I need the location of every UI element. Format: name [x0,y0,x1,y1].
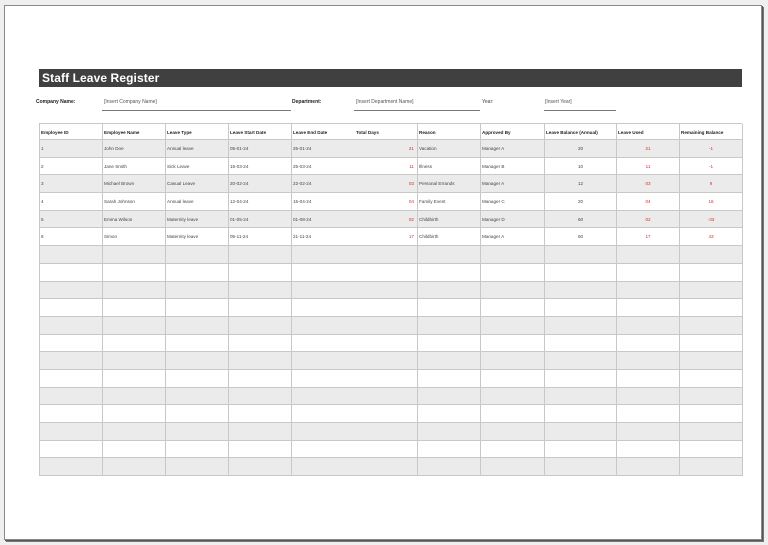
year-label: Year: [482,99,494,105]
cell-leave-used[interactable] [617,458,679,475]
cell-approved-by[interactable] [481,264,544,281]
cell-total-days[interactable] [355,299,417,316]
cell-total-days[interactable]: 04 [408,199,414,205]
cell-employee-name[interactable] [103,246,165,263]
header-employee-name: Employee Name [104,130,140,135]
cell-leave-used[interactable]: 03 [645,181,651,187]
table-row-empty [39,282,742,300]
cell-employee-id[interactable] [40,441,102,458]
cell-remaining-balance[interactable] [680,246,742,263]
cell-start-date[interactable]: 15-03-24 [230,163,249,169]
cell-approved-by[interactable] [481,317,544,334]
department-underline [354,110,480,111]
cell-start-date[interactable]: 05-11-24 [230,234,249,240]
cell-total-days[interactable] [355,423,417,440]
cell-leave-balance[interactable] [545,335,616,352]
cell-leave-used[interactable] [617,264,679,281]
cell-leave-type[interactable]: Casual Leave [167,181,196,187]
cell-remaining-balance[interactable] [680,441,742,458]
cell-start-date[interactable] [229,405,291,422]
cell-reason[interactable]: Family Event [419,199,446,205]
cell-approved-by[interactable] [481,299,544,316]
cell-leave-balance[interactable] [545,405,616,422]
company-name-field[interactable]: [Insert Company Name] [104,99,157,105]
cell-leave-balance[interactable]: 60 [577,216,584,222]
cell-approved-by[interactable] [481,405,544,422]
cell-start-date[interactable] [229,352,291,369]
cell-total-days[interactable]: 03 [408,181,414,187]
cell-employee-id[interactable]: 2 [41,163,44,169]
cell-start-date[interactable] [229,299,291,316]
cell-approved-by[interactable]: Manager C [482,199,505,205]
cell-approved-by[interactable]: Manager A [482,234,505,240]
cell-leave-used[interactable]: 21 [645,146,651,151]
table-row-empty [39,388,742,406]
cell-leave-type[interactable] [166,458,228,475]
year-field[interactable]: [Insert Year] [545,99,572,105]
cell-remaining-balance[interactable]: 9 [709,181,713,187]
cell-end-date[interactable] [292,317,354,334]
cell-leave-type[interactable] [166,423,228,440]
cell-employee-name[interactable]: Simon [104,234,118,240]
cell-leave-balance[interactable] [545,317,616,334]
cell-leave-type[interactable] [166,352,228,369]
page-title: Staff Leave Register [39,69,742,87]
cell-leave-balance[interactable]: 20 [577,146,584,151]
cell-leave-type[interactable] [166,282,228,299]
cell-approved-by[interactable] [481,388,544,405]
cell-leave-type[interactable] [166,335,228,352]
cell-approved-by[interactable]: Manager A [482,146,505,151]
cell-reason[interactable]: Vacation [419,146,437,151]
cell-employee-name[interactable] [103,264,165,281]
cell-start-date[interactable]: 01-05-24 [230,216,249,222]
table-row-empty [39,458,742,476]
cell-employee-name[interactable] [103,370,165,387]
cell-remaining-balance[interactable] [680,317,742,334]
cell-total-days[interactable]: 21 [408,146,414,151]
cell-end-date[interactable]: 01-08-24 [293,216,312,222]
cell-leave-balance[interactable] [545,423,616,440]
cell-start-date[interactable] [229,388,291,405]
table-row-empty [39,370,742,388]
cell-remaining-balance[interactable]: 16 [708,199,714,205]
cell-end-date[interactable] [292,405,354,422]
cell-reason[interactable] [418,317,480,334]
cell-leave-type[interactable] [166,441,228,458]
cell-approved-by[interactable]: Manager B [482,163,505,169]
cell-approved-by[interactable] [481,370,544,387]
cell-reason[interactable] [418,299,480,316]
cell-employee-id[interactable] [40,246,102,263]
cell-end-date[interactable] [292,458,354,475]
cell-employee-id[interactable] [40,370,102,387]
cell-leave-used[interactable] [617,335,679,352]
cell-approved-by[interactable] [481,423,544,440]
header-leave-used: Leave Used [618,130,644,135]
cell-employee-id[interactable] [40,423,102,440]
cell-leave-used[interactable] [617,388,679,405]
header-leave-type: Leave Type [167,130,192,135]
cell-employee-name[interactable] [103,335,165,352]
cell-remaining-balance[interactable] [680,264,742,281]
cell-leave-type[interactable] [166,370,228,387]
cell-start-date[interactable] [229,370,291,387]
cell-start-date[interactable]: 12-04-24 [230,199,249,205]
leave-register-table [39,123,742,476]
cell-end-date[interactable] [292,282,354,299]
cell-leave-type[interactable] [166,317,228,334]
cell-start-date[interactable] [229,317,291,334]
header-start-date: Leave Start Date [230,130,267,135]
table-row [39,175,742,193]
cell-reason[interactable] [418,388,480,405]
cell-employee-name[interactable] [103,299,165,316]
cell-total-days[interactable] [355,317,417,334]
cell-total-days[interactable] [355,335,417,352]
cell-leave-used[interactable] [617,370,679,387]
cell-end-date[interactable]: 25-01-24 [293,146,312,151]
cell-employee-name[interactable] [103,282,165,299]
cell-approved-by[interactable]: Manager D [482,216,505,222]
cell-end-date[interactable] [292,246,354,263]
cell-approved-by[interactable] [481,441,544,458]
cell-start-date[interactable] [229,458,291,475]
table-row-empty [39,423,742,441]
cell-remaining-balance[interactable] [680,423,742,440]
cell-reason[interactable] [418,352,480,369]
cell-remaining-balance[interactable] [680,370,742,387]
table-row-empty [39,264,742,282]
cell-employee-name[interactable]: John Doe [104,146,124,151]
cell-leave-type[interactable]: Annual leave [167,146,194,151]
table-row [39,140,742,158]
cell-end-date[interactable]: 15-04-24 [293,199,312,205]
cell-remaining-balance[interactable]: -1 [708,163,714,169]
cell-leave-balance[interactable] [545,388,616,405]
table-row-empty [39,335,742,353]
spreadsheet-page [4,5,762,540]
year-underline [544,110,616,111]
cell-leave-type[interactable] [166,246,228,263]
cell-remaining-balance[interactable] [680,335,742,352]
cell-remaining-balance[interactable]: -1 [708,146,714,151]
cell-leave-type[interactable]: Sick Leave [167,163,190,169]
cell-leave-used[interactable]: 02 [645,216,651,222]
cell-employee-name[interactable]: Michael Brown [104,181,135,187]
cell-leave-used[interactable] [617,246,679,263]
cell-leave-balance[interactable] [545,441,616,458]
cell-leave-used[interactable] [617,352,679,369]
table-header-row [39,123,742,140]
cell-reason[interactable] [418,282,480,299]
cell-leave-balance[interactable] [545,299,616,316]
table-row-empty [39,246,742,264]
cell-employee-name[interactable] [103,423,165,440]
cell-employee-id[interactable]: 1 [41,146,44,151]
cell-employee-name[interactable] [103,388,165,405]
cell-end-date[interactable]: 21-11-24 [293,234,312,240]
cell-approved-by[interactable] [481,352,544,369]
cell-leave-balance[interactable] [545,264,616,281]
cell-total-days[interactable] [355,264,417,281]
cell-reason[interactable] [418,370,480,387]
cell-employee-id[interactable]: 4 [41,199,44,205]
cell-leave-type[interactable] [166,388,228,405]
cell-total-days[interactable] [355,458,417,475]
cell-employee-id[interactable] [40,264,102,281]
cell-leave-balance[interactable]: 20 [577,199,584,205]
cell-leave-used[interactable]: 11 [645,163,651,169]
cell-leave-type[interactable] [166,299,228,316]
cell-total-days[interactable]: 17 [408,234,414,240]
company-name-label: Company Name: [36,99,76,105]
cell-employee-id[interactable] [40,388,102,405]
cell-end-date[interactable] [292,335,354,352]
cell-start-date[interactable] [229,282,291,299]
cell-approved-by[interactable]: Manager A [482,181,505,187]
cell-total-days[interactable] [355,282,417,299]
cell-reason[interactable] [418,246,480,263]
header-leave-balance: Leave Balance (Annual) [546,130,598,135]
header-reason: Reason [419,130,436,135]
cell-leave-used[interactable] [617,405,679,422]
cell-end-date[interactable] [292,352,354,369]
cell-start-date[interactable] [229,264,291,281]
header-end-date: Leave End Date [293,130,328,135]
cell-remaining-balance[interactable] [680,458,742,475]
cell-leave-balance[interactable]: 12 [577,181,584,187]
cell-total-days[interactable] [355,352,417,369]
cell-employee-name[interactable] [103,458,165,475]
cell-leave-balance[interactable] [545,370,616,387]
cell-approved-by[interactable] [481,458,544,475]
cell-employee-name[interactable] [103,405,165,422]
cell-reason[interactable] [418,264,480,281]
cell-leave-balance[interactable] [545,352,616,369]
cell-leave-type[interactable] [166,405,228,422]
cell-approved-by[interactable] [481,246,544,263]
cell-employee-id[interactable] [40,317,102,334]
cell-start-date[interactable] [229,441,291,458]
cell-employee-id[interactable] [40,282,102,299]
cell-leave-used[interactable] [617,317,679,334]
header-employee-id: Employee ID [41,130,69,135]
cell-leave-used[interactable] [617,423,679,440]
cell-leave-used[interactable]: 04 [645,199,651,205]
cell-leave-balance[interactable]: 10 [577,163,584,169]
cell-leave-balance[interactable] [545,458,616,475]
cell-approved-by[interactable] [481,282,544,299]
cell-reason[interactable]: Illness [419,163,433,169]
cell-end-date[interactable] [292,299,354,316]
table-row-empty [39,317,742,335]
table-row-empty [39,299,742,317]
cell-reason[interactable] [418,335,480,352]
cell-employee-id[interactable] [40,352,102,369]
cell-employee-name[interactable]: Jane Smith [104,163,127,169]
cell-employee-id[interactable] [40,405,102,422]
cell-reason[interactable] [418,423,480,440]
cell-employee-name[interactable]: Sarah Johnson [104,199,135,205]
cell-reason[interactable] [418,405,480,422]
table-row [39,158,742,176]
cell-remaining-balance[interactable] [680,299,742,316]
cell-leave-balance[interactable] [545,246,616,263]
cell-employee-id[interactable] [40,299,102,316]
cell-end-date[interactable] [292,388,354,405]
cell-employee-name[interactable] [103,317,165,334]
cell-leave-balance[interactable]: 60 [577,234,584,240]
cell-reason[interactable]: Childbirth [419,216,439,222]
header-total-days: Total Days [356,130,379,135]
cell-leave-type[interactable]: Maternity leave [167,216,199,222]
cell-reason[interactable] [418,458,480,475]
department-label: Department: [292,99,322,105]
department-field[interactable]: [Insert Department Name] [356,99,414,105]
header-approved-by: Approved By [482,130,511,135]
cell-start-date[interactable]: 05-01-24 [230,146,249,151]
cell-total-days[interactable]: 02 [408,216,414,222]
header-remaining-balance: Remaining Balance [681,130,724,135]
cell-end-date[interactable] [292,264,354,281]
cell-employee-id[interactable] [40,335,102,352]
cell-total-days[interactable]: 11 [409,163,414,169]
cell-employee-name[interactable] [103,352,165,369]
cell-employee-id[interactable]: 6 [41,234,44,240]
company-name-underline [102,110,291,111]
table-row-empty [39,405,742,423]
table-row [39,228,742,246]
cell-start-date[interactable] [229,246,291,263]
cell-remaining-balance[interactable] [680,282,742,299]
cell-remaining-balance[interactable] [680,388,742,405]
cell-total-days[interactable] [355,246,417,263]
cell-start-date[interactable]: 20-02-24 [230,181,249,187]
cell-remaining-balance[interactable]: 43 [708,234,714,240]
cell-total-days[interactable] [355,441,417,458]
cell-end-date[interactable]: 22-02-24 [293,181,312,187]
cell-employee-id[interactable] [40,458,102,475]
cell-reason[interactable]: Personal Errands [419,181,455,187]
cell-remaining-balance[interactable]: -33 [707,216,715,222]
cell-employee-id[interactable]: 5 [41,216,44,222]
cell-leave-type[interactable]: Maternity leave [167,234,199,240]
cell-end-date[interactable] [292,370,354,387]
cell-end-date[interactable]: 25-03-24 [293,163,312,169]
cell-employee-name[interactable]: Emma Wilson [104,216,133,222]
cell-total-days[interactable] [355,388,417,405]
cell-remaining-balance[interactable] [680,352,742,369]
table-row-empty [39,352,742,370]
cell-employee-name[interactable] [103,441,165,458]
cell-leave-used[interactable] [617,441,679,458]
cell-leave-used[interactable] [617,282,679,299]
cell-end-date[interactable] [292,441,354,458]
cell-start-date[interactable] [229,335,291,352]
table-row-empty [39,441,742,459]
cell-remaining-balance[interactable] [680,405,742,422]
cell-leave-balance[interactable] [545,282,616,299]
cell-reason[interactable]: Childbirth [419,234,439,240]
cell-reason[interactable] [418,441,480,458]
cell-leave-used[interactable] [617,299,679,316]
cell-end-date[interactable] [292,423,354,440]
cell-total-days[interactable] [355,370,417,387]
cell-leave-type[interactable] [166,264,228,281]
cell-employee-id[interactable]: 3 [41,181,44,187]
table-row [39,211,742,229]
cell-leave-type[interactable]: Annual leave [167,199,194,205]
cell-start-date[interactable] [229,423,291,440]
table-row [39,193,742,211]
cell-total-days[interactable] [355,405,417,422]
cell-leave-used[interactable]: 17 [645,234,651,240]
cell-approved-by[interactable] [481,335,544,352]
